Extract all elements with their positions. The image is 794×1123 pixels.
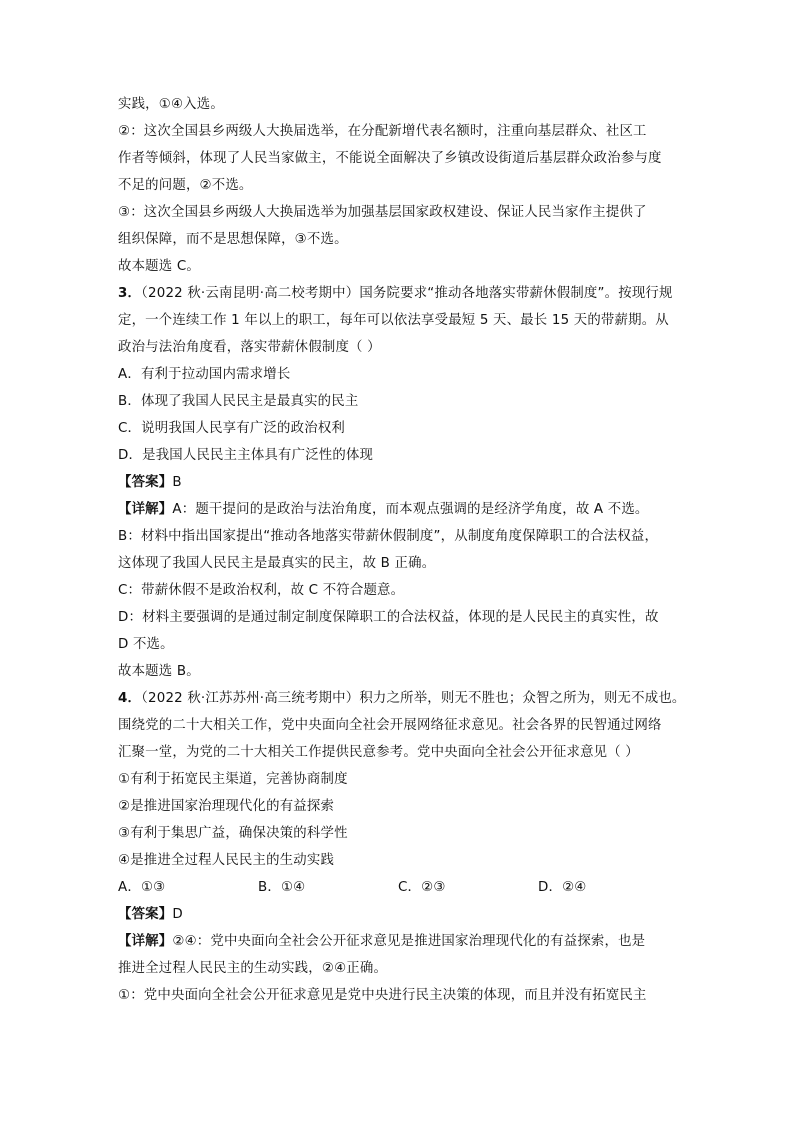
line-text: 政治与法治角度看，落实带薪休假制度（ ） [118,340,381,355]
line-text: （2022 秋·江苏苏州·高三统考期中）积力之所举，则无不胜也；众智之所为，则无不成也。 [141,691,686,706]
text-line [118,469,678,496]
text-line [118,415,678,442]
line-text: A：题干提问的是政治与法治角度，而本观点强调的是经济学角度，故 A 不选。 [172,502,649,517]
text-line [118,712,678,739]
line-text: D 不选。 [118,637,174,652]
text-line [118,766,678,793]
line-text: ①有利于拓宽民主渠道，完善协商制度 [118,772,348,787]
text-line [118,820,678,847]
text-line [118,604,678,631]
text-line [118,901,678,928]
text-line [118,253,678,280]
text-line [118,172,678,199]
text-line [118,847,678,874]
line-text: ④是推进全过程人民民主的生动实践 [118,853,335,868]
text-line [118,145,678,172]
line-text: D [172,907,183,922]
line-text: D．是我国人民民主主体具有广泛性的体现 [118,448,374,463]
line-text: 组织保障，而不是思想保障，③不选。 [118,232,348,247]
text-line [118,361,678,388]
line-text: ①：党中央面向全社会公开征求意见是党中央进行民主决策的体现，而且并没有拓宽民主 [118,988,647,1003]
text-line [118,685,686,712]
text-line [118,523,678,550]
option-a: A．①③ [118,880,166,895]
option-c: C．②③ [398,880,446,895]
text-block-upper [118,91,686,874]
line-text: B：材料中指出国家提出“推动各地落实带薪休假制度”，从制度角度保障职工的合法权益， [118,529,659,544]
label-bold: 【详解】 [118,502,173,517]
line-text: ③：这次全国县乡两级人大换届选举为加强基层国家政权建设、保证人民当家作主提供了 [118,205,647,220]
label-bold: 4． [118,691,142,706]
line-text: 实践，①④入选。 [118,97,224,112]
option-d: D．②④ [538,880,587,895]
line-text: 故本题选 C。 [118,259,200,274]
line-text: （2022 秋·云南昆明·高二校考期中）国务院要求“推动各地落实带薪休假制度”。按现行规 [141,286,673,301]
line-text: 故本题选 B。 [118,664,200,679]
label-bold: 3． [118,286,142,301]
line-text: C．说明我国人民享有广泛的政治权利 [118,421,345,436]
text-line [118,955,678,982]
text-line [118,334,678,361]
text-line [118,442,678,469]
text-line [118,928,678,955]
text-block-lower [118,901,678,1009]
text-line [118,307,678,334]
text-line [118,226,678,253]
line-text: 不足的问题，②不选。 [118,178,253,193]
line-text: ②：这次全国县乡两级人大换届选举，在分配新增代表名额时，注重向基层群众、社区工 [118,124,647,139]
text-line [118,658,678,685]
line-text: 围绕党的二十大相关工作，党中央面向全社会开展网络征求意见。社会各界的民智通过网络 [118,718,662,733]
line-text: A．有利于拉动国内需求增长 [118,367,291,382]
line-text: 这体现了我国人民民主是最真实的民主，故 B 正确。 [118,556,436,571]
label-bold: 【详解】 [118,934,173,949]
text-line [118,739,678,766]
line-text: B．体现了我国人民民主是最真实的民主 [118,394,359,409]
text-line [118,982,678,1009]
line-text: ②是推进国家治理现代化的有益探索 [118,799,335,814]
text-line [118,280,678,307]
line-text: 定，一个连续工作 1 年以上的职工，每年可以依法享受最短 5 天、最长 15 天的带薪期。从 [118,313,669,328]
line-text: 推进全过程人民民主的生动实践，②④正确。 [118,961,388,976]
line-text: D：材料主要强调的是通过制定制度保障职工的合法权益，体现的是人民民主的真实性，故 [118,610,659,625]
document-body [118,91,686,1009]
text-line [118,793,678,820]
text-line [118,496,678,523]
line-text: ③有利于集思广益，确保决策的科学性 [118,826,348,841]
text-line [118,199,678,226]
option-b: B．①④ [258,880,306,895]
text-line [118,118,678,145]
line-text: ②④：党中央面向全社会公开征求意见是推进国家治理现代化的有益探索，也是 [172,934,646,949]
text-line [118,91,678,118]
text-line [118,631,678,658]
label-bold: 【答案】 [118,475,173,490]
line-text: 作者等倾斜，体现了人民当家做主，不能说全面解决了乡镇改设街道后基层群众政治参与度 [118,151,662,166]
line-text: 汇聚一堂，为党的二十大相关工作提供民意参考。党中央面向全社会公开征求意见（ ） [118,745,639,760]
line-text: C：带薪休假不是政治权利，故 C 不符合题意。 [118,583,405,598]
text-line [118,388,678,415]
line-text: B [172,475,182,490]
label-bold: 【答案】 [118,907,173,922]
text-line [118,550,678,577]
text-line [118,577,678,604]
answer-options-row [118,874,678,901]
